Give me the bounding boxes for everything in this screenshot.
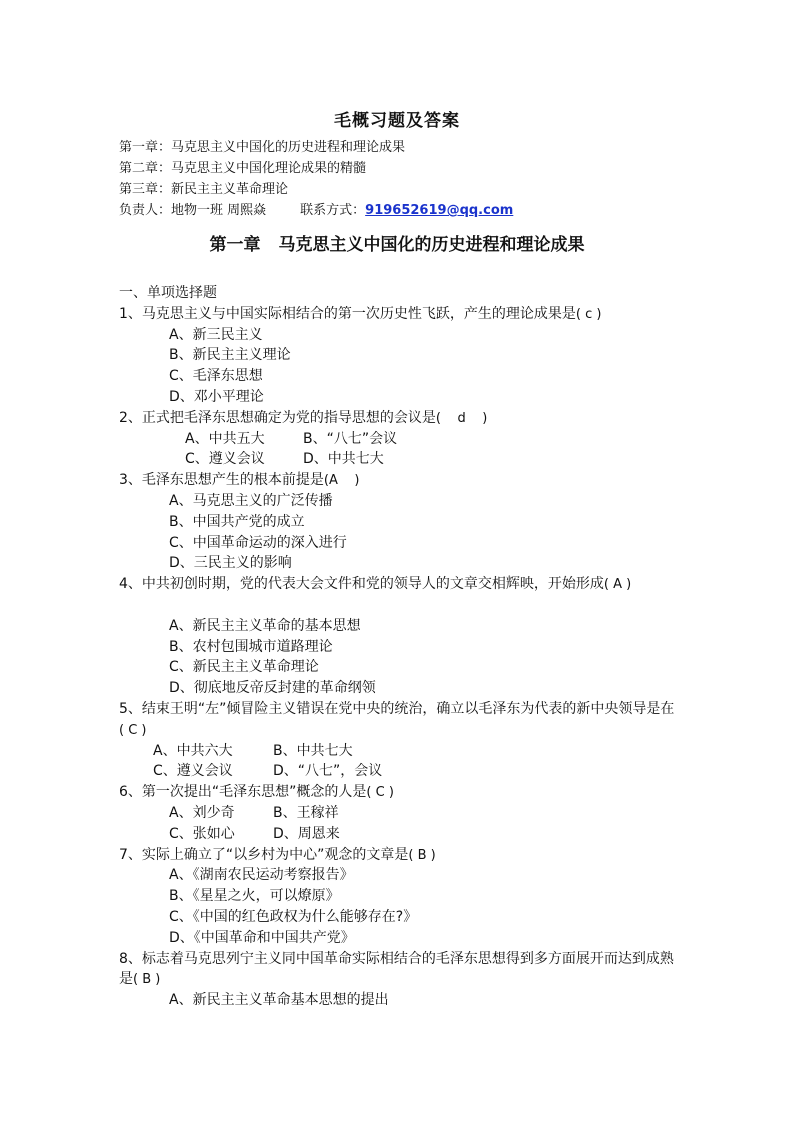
- option: C、中国革命运动的深入进行: [169, 534, 347, 551]
- option-pair: [119, 429, 679, 450]
- option: D、三民主义的影响: [169, 555, 292, 572]
- option: A、马克思主义的广泛传播: [169, 492, 333, 509]
- option: C、新民主主义革命理论: [169, 659, 319, 676]
- option-pair: [119, 824, 679, 845]
- option: D、“八七”，会议: [273, 763, 383, 780]
- option: C、毛泽东思想: [169, 368, 263, 385]
- option: D、《中国革命和中国共产党》: [169, 929, 355, 946]
- question-stem: 4、中共初创时期，党的代表大会文件和党的领导人的文章交相辉映，开始形成( A ): [119, 576, 632, 593]
- chapter-heading: [0, 230, 794, 255]
- option: A、中共五大: [185, 430, 265, 447]
- option: A、中共六大: [153, 742, 233, 759]
- option: B、中共七大: [273, 742, 353, 759]
- question-stem: 7、实际上确立了“以乡村为中心”观念的文章是( B ): [119, 846, 436, 863]
- chapter-number: 第一章: [209, 235, 261, 255]
- option: A、新民主主义革命的基本思想: [169, 617, 361, 634]
- question-stem: 3、毛泽东思想产生的根本前提是(A ): [119, 472, 360, 489]
- option: A、新民主主义革命基本思想的提出: [169, 992, 389, 1009]
- question-stem: 8、标志着马克思列宁主义同中国革命实际相结合的毛泽东思想得到多方面展开而达到成熟是( B ): [119, 950, 674, 988]
- question-stem: 5、结束王明“左”倾冒险主义错误在党中央的统治，确立以毛泽东为代表的新中央领导是在( C ): [119, 700, 675, 738]
- option: A、《湖南农民运动考察报告》: [169, 867, 354, 884]
- chapter-name: 马克思主义中国化的历史进程和理论成果: [278, 235, 585, 255]
- option: A、新三民主义: [169, 326, 263, 343]
- option: D、周恩来: [273, 825, 340, 842]
- option: C、《中国的红色政权为什么能够存在?》: [169, 908, 418, 925]
- option: C、遵义会议: [153, 763, 233, 780]
- contact-line: [119, 201, 513, 221]
- option: B、王稼祥: [273, 804, 339, 821]
- option: B、新民主主义理论: [169, 347, 291, 364]
- option: D、彻底地反帝反封建的革命纲领: [169, 680, 376, 697]
- answer: ( c ): [575, 306, 602, 322]
- option: A、刘少奇: [169, 804, 235, 821]
- answer: ( C ): [119, 722, 147, 738]
- answer: ( B ): [408, 847, 436, 863]
- responsible-person: 负责人：地物一班 周熙焱: [119, 203, 267, 218]
- option: B、《星星之火，可以燎原》: [169, 888, 340, 905]
- option: D、邓小平理论: [169, 388, 264, 405]
- option: B、农村包围城市道路理论: [169, 638, 333, 655]
- option-pair: [119, 803, 679, 824]
- option: D、中共七大: [303, 451, 384, 468]
- option-pair: [119, 741, 679, 762]
- question-stem: 2、正式把毛泽东思想确定为党的指导思想的会议是( d ): [119, 409, 488, 426]
- option-pair: [119, 761, 679, 782]
- email-link[interactable]: 919652619@qq.com: [365, 203, 514, 218]
- option: B、中国共产党的成立: [169, 513, 305, 530]
- answer: (A ): [323, 473, 360, 489]
- toc-chapter-1: 第一章：马克思主义中国化的历史进程和理论成果: [119, 140, 406, 155]
- question-list: [119, 283, 679, 1011]
- question-stem: 6、第一次提出“毛泽东思想”概念的人是( C ): [119, 784, 394, 801]
- question-stem: 1、马克思主义与中国实际相结合的第一次历史性飞跃，产生的理论成果是( c ): [119, 305, 602, 322]
- answer: ( A ): [603, 577, 632, 593]
- document-title: 毛概习题及答案: [334, 111, 460, 131]
- toc-chapter-2: 第二章：马克思主义中国化理论成果的精髓: [119, 161, 367, 176]
- answer: ( B ): [133, 972, 161, 988]
- toc-chapter-3: 第三章：新民主主义革命理论: [119, 182, 289, 197]
- answer: ( C ): [366, 785, 394, 801]
- section-heading: 一、单项选择题: [119, 285, 217, 301]
- answer: ( d ): [435, 410, 488, 426]
- option: C、遵义会议: [185, 451, 265, 468]
- contact-label: 联系方式：: [300, 203, 366, 218]
- option: B、“八七”会议: [303, 430, 398, 447]
- option-pair: [119, 449, 679, 470]
- option: C、张如心: [169, 825, 235, 842]
